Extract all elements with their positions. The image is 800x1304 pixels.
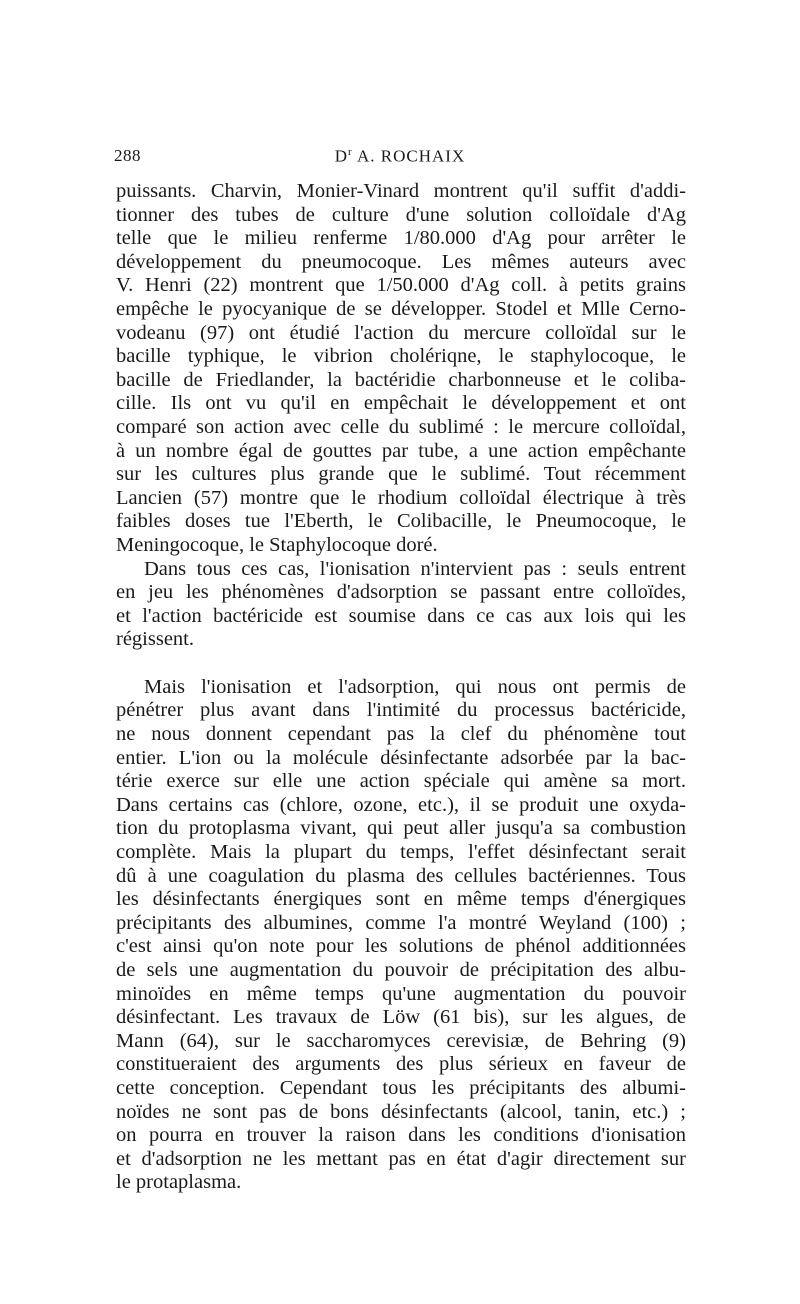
text-line: cille. Ils ont vu qu'il en empêchait le développement et ont xyxy=(116,392,686,415)
text-line: Dans certains cas (chlore, ozone, etc.), il se produit une oxyda- xyxy=(116,793,686,816)
text-line: et l'action bactéricide est soumise dans ce cas aux lois qui les xyxy=(116,604,686,627)
text-line: développement du pneumocoque. Les mêmes auteurs avec xyxy=(116,250,686,273)
text-line: pénétrer plus avant dans l'intimité du processus bactéricide, xyxy=(116,699,686,722)
paragraph-3 xyxy=(116,676,686,1195)
running-head-name: A. ROCHAIX xyxy=(352,146,466,166)
text-line: on pourra en trouver la raison dans les conditions d'ionisation xyxy=(116,1124,686,1147)
text-line: complète. Mais la plupart du temps, l'effet désinfectant serait xyxy=(116,841,686,864)
text-line: entier. L'ion ou la molécule désinfectante adsorbée par la bac- xyxy=(116,746,686,769)
text-line: désinfectant. Les travaux de Löw (61 bis), sur les algues, de xyxy=(116,1006,686,1029)
text-line: Dans tous ces cas, l'ionisation n'intervient pas : seuls entrent xyxy=(144,557,686,580)
text-line: bacille typhique, le vibrion cholériqne, le staphylocoque, le xyxy=(116,345,686,368)
text-line: tionner des tubes de culture d'une solution colloïdale d'Ag xyxy=(116,203,686,226)
text-line: comparé son action avec celle du sublimé : le mercure colloïdal, xyxy=(116,415,686,438)
running-head-sup: r xyxy=(348,146,353,158)
text-line: précipitants des albumines, comme l'a montré Weyland (100) ; xyxy=(116,911,686,934)
text-line: faibles doses tue l'Eberth, le Colibacille, le Pneumocoque, le xyxy=(116,510,686,533)
text-line: puissants. Charvin, Monier-Vinard montrent qu'il suffit d'addi- xyxy=(116,180,686,202)
text-line: les désinfectants énergiques sont en même temps d'énergiques xyxy=(116,888,686,911)
running-head xyxy=(114,146,686,167)
running-head-prefix: D xyxy=(334,146,349,166)
page-header xyxy=(114,146,686,170)
text-line: cette conception. Cependant tous les précipitants des albumi- xyxy=(116,1076,686,1099)
text-line: ne nous donnent cependant pas la clef du phénomène tout xyxy=(116,723,686,746)
text-line: à un nombre égal de gouttes par tube, a une action empêchante xyxy=(116,439,686,462)
text-line: noïdes ne sont pas de bons désinfectants (alcool, tanin, etc.) ; xyxy=(116,1100,686,1123)
text-line: dû à une coagulation du plasma des cellules bactériennes. Tous xyxy=(116,864,686,887)
text-line: Meningocoque, le Staphylocoque doré. xyxy=(116,533,438,556)
text-line: Mais l'ionisation et l'adsorption, qui nous ont permis de xyxy=(144,675,686,698)
text-line: et d'adsorption ne les mettant pas en état d'agir directement sur xyxy=(116,1147,686,1170)
text-line: régissent. xyxy=(116,628,194,651)
text-line: V. Henri (22) montrent que 1/50.000 d'Ag coll. à petits grains xyxy=(116,274,686,297)
text-line: c'est ainsi qu'on note pour les solutions de phénol additionnées xyxy=(116,935,686,958)
text-line: bacille de Friedlander, la bactéridie charbonneuse et le coliba- xyxy=(116,368,686,391)
text-line: en jeu les phénomènes d'adsorption se passant entre colloïdes, xyxy=(116,581,686,604)
text-line: sur les cultures plus grande que le sublimé. Tout récemment xyxy=(116,463,686,486)
text-line: Lancien (57) montre que le rhodium colloïdal électrique à très xyxy=(116,486,686,509)
paragraph-1 xyxy=(116,180,686,558)
text-line: constitueraient des arguments des plus sérieux en faveur de xyxy=(116,1053,686,1076)
text-line: térie exerce sur elle une action spéciale qui amène sa mort. xyxy=(116,770,686,793)
text-line: tion du protoplasma vivant, qui peut aller jusqu'a sa combustion xyxy=(116,817,686,840)
text-line: Mann (64), sur le saccharomyces cerevisiæ, de Behring (9) xyxy=(116,1029,686,1052)
text-line: telle que le milieu renferme 1/80.000 d'Ag pour arrêter le xyxy=(116,227,686,250)
paragraph-2 xyxy=(116,558,686,652)
page-number: 288 xyxy=(114,146,141,165)
text-line: le protaplasma. xyxy=(116,1171,242,1194)
text-line: de sels une augmentation du pouvoir de précipitation des albu- xyxy=(116,959,686,981)
text-line: vodeanu (97) ont étudié l'action du mercure colloïdal sur le xyxy=(116,321,686,344)
body-text xyxy=(116,180,686,1195)
text-line: empêche le pyocyanique de se développer. Stodel et Mlle Cerno- xyxy=(116,297,686,320)
text-line: minoïdes en même temps qu'une augmentation du pouvoir xyxy=(116,982,686,1005)
